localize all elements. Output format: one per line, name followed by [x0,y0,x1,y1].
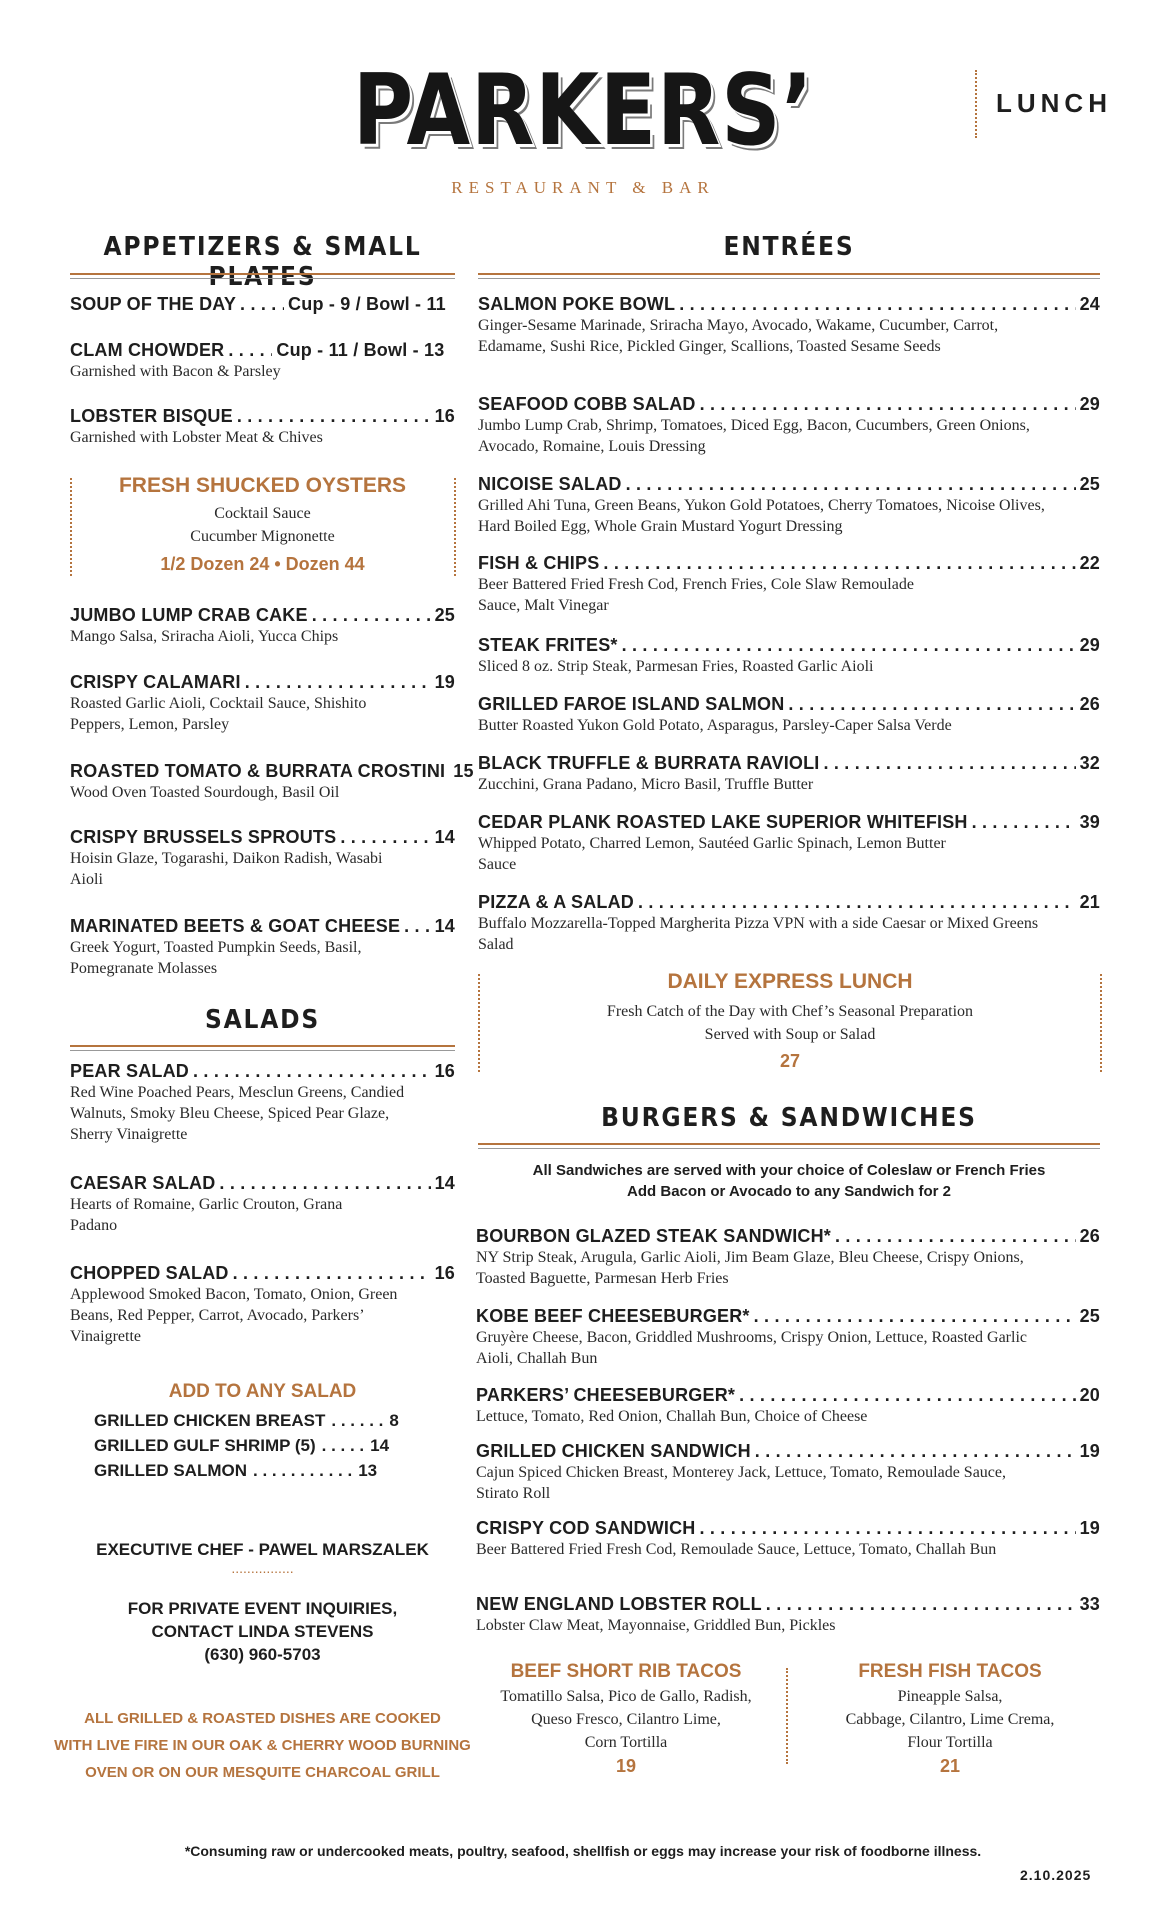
grill-note-line-3: OVEN OR ON OUR MESQUITE CHARCOAL GRILL [85,1764,440,1781]
private-line-2: CONTACT LINDA STEVENS [151,1622,374,1641]
taco-line-1: Tomatillo Salsa, Pico de Gallo, Radish, [500,1688,752,1705]
item-price: 19 [1079,1518,1100,1538]
executive-chef: EXECUTIVE CHEF - PAWEL MARSZALEK [96,1540,429,1559]
taco-line-2: Cabbage, Cilantro, Lime Crema, [845,1711,1055,1728]
item-description: Hoisin Glaze, Togarashi, Daikon Radish, Wasabi Aioli [70,850,383,888]
item-description: Garnished with Bacon & Parsley [70,363,281,380]
addon-row [94,1436,414,1456]
menu-item [70,340,455,382]
item-name: PIZZA & A SALAD [478,892,634,912]
item-description: Roasted Garlic Aioli, Cocktail Sauce, Shishito Peppers, Lemon, Parsley [70,695,367,733]
item-description: Beer Battered Fried Fresh Cod, French Fries, Cole Slaw Remoulade Sauce, Malt Vinegar [478,576,914,614]
private-events [70,1597,455,1666]
logo [0,54,1166,198]
item-description: Red Wine Poached Pears, Mesclun Greens, Candied Walnuts, Smoky Bleu Cheese, Spiced Pear Glaze, Sherry Vinaigrette [70,1084,405,1143]
oysters-feature [75,474,450,575]
express-right-border [1100,974,1102,1072]
entrees-title: ENTRÉES [723,232,855,262]
item-price: 25 [1079,474,1100,494]
item-name: SALMON POKE BOWL [478,294,676,314]
taco-title: BEEF SHORT RIB TACOS [510,1661,742,1682]
menu-item [70,605,455,647]
brand-name: PARKERS’ [352,54,814,168]
item-name: SOUP OF THE DAY [70,294,237,314]
health-disclaimer: *Consuming raw or undercooked meats, poultry, seafood, shellfish or eggs may increase your risk of foodborne illness. [184,1843,982,1859]
item-price: 20 [1079,1385,1100,1405]
menu-item [476,1441,1100,1504]
addon-name: GRILLED GULF SHRIMP (5) [94,1436,316,1455]
item-price: 14 [434,827,455,847]
item-description: Wood Oven Toasted Sourdough, Basil Oil [70,784,340,801]
appetizers-title: APPETIZERS & SMALL PLATES [103,232,422,292]
item-name: CRISPY CALAMARI [70,672,241,692]
item-description: Sliced 8 oz. Strip Steak, Parmesan Fries, Roasted Garlic Aioli [478,658,874,675]
salads-rule [70,1045,455,1051]
addon-dots: . . . . . [321,1436,365,1455]
menu-item [478,753,1100,795]
express-left-border [478,974,480,1072]
addon-name: GRILLED SALMON [94,1461,247,1480]
daily-express-feature [485,970,1095,1072]
grill-note-line-1: ALL GRILLED & ROASTED DISHES ARE COOKED [84,1710,441,1727]
menu-item [476,1226,1100,1289]
entrees-rule [478,273,1100,279]
addon-name: GRILLED CHICKEN BREAST [94,1411,326,1430]
item-name: PARKERS’ CHEESEBURGER* [476,1385,736,1405]
item-price: 19 [434,672,455,692]
item-price: 29 [1079,394,1100,414]
appetizers-rule [70,273,455,279]
burgers-notes [478,1160,1100,1202]
addon-row [94,1461,414,1481]
item-name: CAESAR SALAD [70,1173,216,1193]
item-name: CEDAR PLANK ROASTED LAKE SUPERIOR WHITEFISH [478,812,968,832]
menu-item [478,694,1100,736]
menu-item [478,635,1100,677]
item-name: CLAM CHOWDER [70,340,225,360]
oysters-left-border [70,478,72,576]
item-price: 16 [434,406,455,426]
item-price: 22 [1079,553,1100,573]
express-title: DAILY EXPRESS LUNCH [667,970,913,993]
burgers-note-1: All Sandwiches are served with your choice of Coleslaw or French Fries [532,1162,1046,1179]
item-description: Ginger-Sesame Marinade, Sriracha Mayo, Avocado, Wakame, Cucumber, Carrot, Edamame, Sushi Rice, Pickled Ginger, Scallions, Toasted Sesame Seeds [478,317,999,355]
addon-row [94,1411,414,1431]
item-description: Beer Battered Fried Fresh Cod, Remoulade Sauce, Lettuce, Tomato, Challah Bun [476,1541,997,1558]
item-name: MARINATED BEETS & GOAT CHEESE [70,916,401,936]
item-description: Buffalo Mozzarella-Topped Margherita Pizza VPN with a side Caesar or Mixed Greens Salad [478,915,1039,953]
item-description: NY Strip Steak, Arugula, Garlic Aioli, Jim Beam Glaze, Bleu Cheese, Crispy Onions, Toasted Baguette, Parmesan Herb Fries [476,1249,1024,1287]
taco-line-3: Corn Tortilla [584,1734,668,1751]
express-price: 27 [779,1051,801,1071]
oysters-line-2: Cucumber Mignonette [190,528,335,545]
item-description: Greek Yogurt, Toasted Pumpkin Seeds, Basil, Pomegranate Molasses [70,939,362,977]
item-price: 33 [1079,1594,1100,1614]
item-name: PEAR SALAD [70,1061,190,1081]
brand-tagline: RESTAURANT & BAR [451,178,715,197]
item-price: 21 [1079,892,1100,912]
item-description: Cajun Spiced Chicken Breast, Monterey Jack, Lettuce, Tomato, Remoulade Sauce, Stirato Roll [476,1464,1006,1502]
item-description: Butter Roasted Yukon Gold Potato, Asparagus, Parsley-Caper Salsa Verde [478,717,952,734]
menu-item [70,294,455,315]
item-price: 14 [434,916,455,936]
menu-item [476,1385,1100,1427]
menu-item [70,672,455,735]
item-description: Applewood Smoked Bacon, Tomato, Onion, Green Beans, Red Pepper, Carrot, Avocado, Parkers’ Vinaigrette [70,1286,398,1345]
menu-item [478,553,1100,616]
menu-item [478,394,1100,457]
item-price: Cup - 11 / Bowl - 13 [276,340,445,360]
item-name: BOURBON GLAZED STEAK SANDWICH* [476,1226,831,1246]
addon-price: 14 [370,1436,390,1455]
item-name: NICOISE SALAD [478,474,622,494]
menu-item [70,406,455,448]
private-line-1: FOR PRIVATE EVENT INQUIRIES, [127,1599,398,1618]
item-price: 24 [1079,294,1100,314]
item-price: 15 [453,761,474,781]
menu-item [70,1061,455,1145]
add-salad-title: ADD TO ANY SALAD [168,1381,357,1402]
menu-item [478,474,1100,537]
item-description: Mango Salsa, Sriracha Aioli, Yucca Chips [70,628,339,645]
menu-item [478,294,1100,357]
burgers-rule [478,1143,1100,1149]
menu-item [478,812,1100,875]
item-price: 26 [1079,1226,1100,1246]
oysters-line-1: Cocktail Sauce [214,505,311,522]
express-line-2: Served with Soup or Salad [704,1026,876,1043]
oysters-price: 1/2 Dozen 24 • Dozen 44 [160,554,365,574]
express-line-1: Fresh Catch of the Day with Chef’s Seasonal Preparation [606,1003,974,1020]
item-name: CRISPY BRUSSELS SPROUTS [70,827,337,847]
item-description: Zucchini, Grana Padano, Micro Basil, Truffle Butter [478,776,814,793]
item-description: Hearts of Romaine, Garlic Crouton, Grana Padano [70,1196,343,1234]
taco-divider [786,1668,788,1764]
menu-item [476,1518,1100,1560]
taco-price: 19 [615,1756,637,1776]
item-price: 16 [434,1061,455,1081]
item-price: 25 [434,605,455,625]
oysters-title: FRESH SHUCKED OYSTERS [118,474,407,497]
addon-price: 8 [389,1411,399,1430]
taco-price: 21 [939,1756,961,1776]
menu-item [476,1306,1100,1369]
item-description: Garnished with Lobster Meat & Chives [70,429,323,446]
item-price: Cup - 9 / Bowl - 11 [288,294,446,314]
item-description: Jumbo Lump Crab, Shrimp, Tomatoes, Diced Egg, Bacon, Cucumbers, Green Onions, Avocado, Romaine, Louis Dressing [478,417,1030,455]
item-description: Whipped Potato, Charred Lemon, Sautéed Garlic Spinach, Lemon Butter Sauce [478,835,946,873]
item-price: 29 [1079,635,1100,655]
item-description: Grilled Ahi Tuna, Green Beans, Yukon Gold Potatoes, Cherry Tomatoes, Nicoise Olives, Hard Boiled Egg, Whole Grain Mustard Yogurt Dressing [478,497,1045,535]
addon-dots: . . . . . . . . . . . [253,1461,353,1480]
item-description: Lobster Claw Meat, Mayonnaise, Griddled Bun, Pickles [476,1617,836,1634]
item-price: 26 [1079,694,1100,714]
item-name: GRILLED FAROE ISLAND SALMON [478,694,785,714]
taco-line-2: Queso Fresco, Cilantro Lime, [531,1711,721,1728]
item-name: GRILLED CHICKEN SANDWICH [476,1441,751,1461]
item-name: STEAK FRITES* [478,635,618,655]
grill-note [50,1705,475,1786]
menu-item [478,892,1100,955]
item-description: Gruyère Cheese, Bacon, Griddled Mushrooms, Crispy Onion, Lettuce, Roasted Garlic Aioli, Challah Bun [476,1329,1027,1367]
item-name: SEAFOOD COBB SALAD [478,394,696,414]
addon-price: 13 [358,1461,378,1480]
item-price: 39 [1079,812,1100,832]
item-name: JUMBO LUMP CRAB CAKE [70,605,308,625]
item-name: KOBE BEEF CHEESEBURGER* [476,1306,750,1326]
item-name: CRISPY COD SANDWICH [476,1518,696,1538]
add-salad-list [94,1411,414,1481]
item-name: CHOPPED SALAD [70,1263,229,1283]
item-price: 19 [1079,1441,1100,1461]
taco-title: FRESH FISH TACOS [858,1661,1042,1682]
item-name: LOBSTER BISQUE [70,406,233,426]
menu-date: 2.10.2025 [1020,1867,1092,1883]
taco-line-1: Pineapple Salsa, [897,1688,1003,1705]
addon-dots: . . . . . . [331,1411,384,1430]
item-name: ROASTED TOMATO & BURRATA CROSTINI [70,761,446,781]
private-phone: (630) 960-5703 [204,1645,321,1664]
menu-item [70,761,474,803]
taco-line-3: Flour Tortilla [907,1734,993,1751]
menu-item [70,1263,455,1347]
item-price: 25 [1079,1306,1100,1326]
taco-feature [800,1661,1100,1777]
burgers-title: BURGERS & SANDWICHES [601,1103,977,1133]
item-price: 16 [434,1263,455,1283]
item-name: BLACK TRUFFLE & BURRATA RAVIOLI [478,753,820,773]
lunch-divider [975,70,977,138]
item-price: 32 [1079,753,1100,773]
oysters-right-border [454,478,456,576]
menu-type-label: LUNCH [996,88,1112,118]
item-price: 14 [434,1173,455,1193]
menu-item [476,1594,1100,1636]
salads-title: SALADS [204,1005,321,1035]
taco-feature [476,1661,776,1777]
item-name: NEW ENGLAND LOBSTER ROLL [476,1594,762,1614]
chef-divider: ................ [231,1560,294,1576]
item-name: FISH & CHIPS [478,553,600,573]
burgers-note-2: Add Bacon or Avocado to any Sandwich for 2 [627,1183,951,1200]
menu-item [70,916,455,979]
grill-note-line-2: WITH LIVE FIRE IN OUR OAK & CHERRY WOOD BURNING [54,1737,471,1754]
menu-item [70,1173,455,1236]
item-description: Lettuce, Tomato, Red Onion, Challah Bun, Choice of Cheese [476,1408,868,1425]
menu-item [70,827,455,890]
